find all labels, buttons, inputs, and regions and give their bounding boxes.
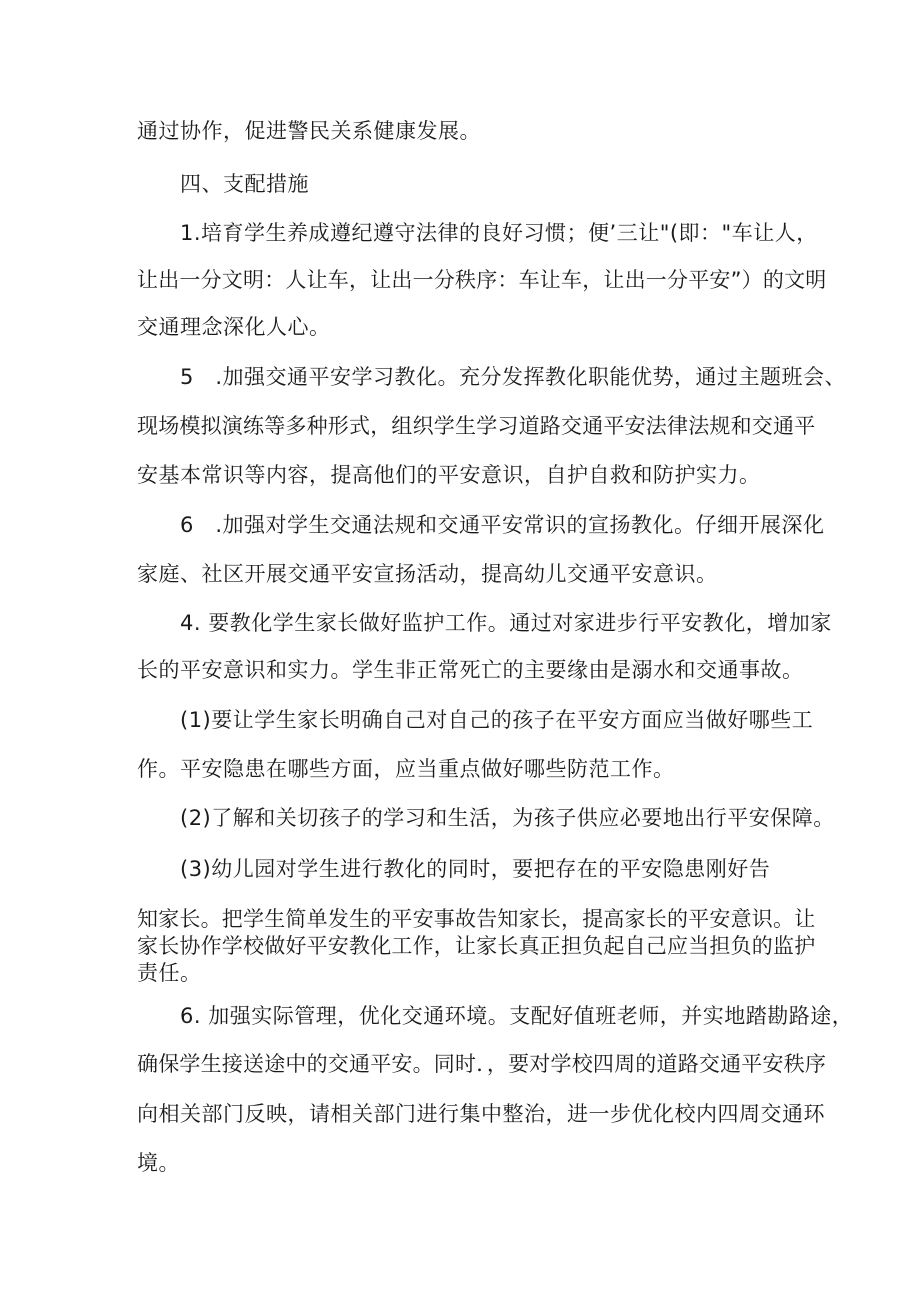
text-line: 6 .加强对学生交通法规和交通平安常识的宣扬教化。仔细开展深化 — [180, 513, 825, 537]
text-line: 4. 要教化学生家长做好监护工作。通过对家进步行平安教化，增加家 — [180, 611, 832, 635]
text-line: 作。平安隐患在哪些方面，应当重点做好哪些防范工作。 — [137, 757, 675, 781]
text-line: 确保学生接送途中的交通平安。同时．，要对学校四周的道路交通平安秩序 — [137, 1052, 827, 1076]
text-line: 1.培育学生养成遵纪遵守法律的良好习惯；便’三让"(即："车让人， — [180, 221, 818, 245]
text-line: (1)要让学生家长明确自己对自己的孩子在平安方面应当做好哪些工 — [180, 708, 814, 732]
text-line: 现场模拟演练等多种形式，组织学生学习道路交通平安法律法规和交通平 — [137, 414, 816, 438]
text-line: 让出一分文明：人让车，让出一分秩序：车让车，让出一分平安”）的文明 — [137, 268, 827, 292]
text-line: 家庭、社区开展交通平安宣扬活动，提高幼儿交通平安意识。 — [137, 562, 718, 586]
section-heading: 四、支配措施 — [180, 172, 309, 196]
text-line: 家长协作学校做好平安教化工作，让家长真正担负起自己应当担负的监护 — [137, 934, 816, 958]
text-line: 责任。 — [137, 961, 202, 985]
text-line: 境。 — [137, 1151, 180, 1175]
text-line: 5 .加强交通平安学习教化。充分发挥教化职能优势，通过主题班会、 — [180, 365, 847, 389]
text-line: 交通理念深化人心。 — [137, 315, 331, 339]
text-line: (3)幼儿园对学生进行教化的同时，要把存在的平安隐患刚好告 — [180, 857, 771, 881]
text-line: 长的平安意识和实力。学生非正常死亡的主要缘由是溺水和交通事故。 — [137, 658, 804, 682]
text-line: 6. 加强实际管理，优化交通环境。支配好值班老师，并实地踏勘路途， — [180, 1004, 854, 1028]
text-line: 通过协作，促进警民关系健康发展。 — [137, 119, 481, 143]
text-line: (2)了解和关切孩子的学习和生活，为孩子供应必要地出行平安保障。 — [180, 806, 835, 830]
text-line: 知家长。把学生简单发生的平安事故告知家长，提高家长的平安意识。让 — [137, 907, 816, 931]
text-line: 安基本常识等内容，提高他们的平安意识，自护自救和防护实力。 — [137, 463, 761, 487]
text-line: 向相关部门反映，请相关部门进行集中整治，进一步优化校内四周交通环 — [137, 1102, 825, 1126]
